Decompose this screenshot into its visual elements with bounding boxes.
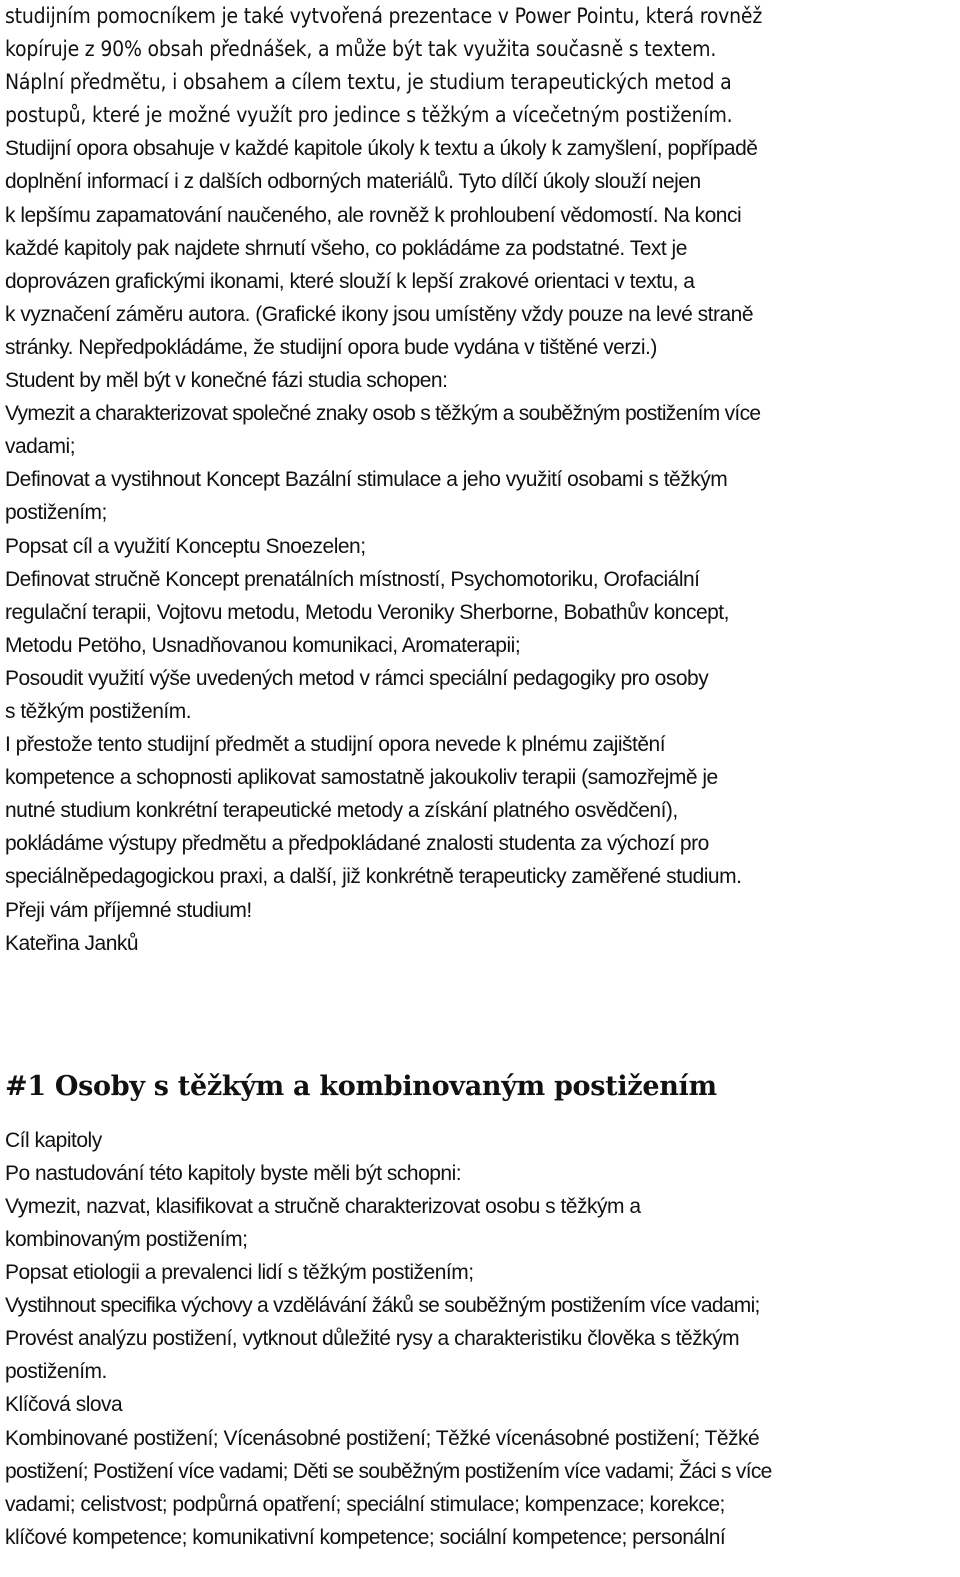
text-line: kombinovaným postižením; <box>5 1228 248 1251</box>
text-line: Kombinované postižení; Vícenásobné postižení; Těžké vícenásobné postižení; Těžké <box>5 1426 760 1450</box>
text-line: postupů, které je možné využít pro jedince s těžkým a vícečetným postižením. <box>5 103 733 128</box>
text-line: Přeji vám příjemné studium! <box>5 898 252 922</box>
text-line: k lepšímu zapamatování naučeného, ale rovněž k prohloubení vědomostí. Na konci <box>5 203 742 227</box>
text-line: Provést analýzu postižení, vytknout důležité rysy a charakteristiku člověka s těžkým <box>5 1327 740 1351</box>
section-gap <box>5 960 955 1057</box>
text-line: Student by měl být v konečné fázi studia schopen: <box>5 369 448 393</box>
text-line: kopíruje z 90% obsah přednášek, a může být tak využita současně s textem. <box>5 37 717 62</box>
text-line: Popsat cíl a využití Konceptu Snoezelen; <box>5 534 366 558</box>
chapter-section <box>5 1057 955 1554</box>
text-line: Definovat stručně Koncept prenatálních místností, Psychomotoriku, Orofaciální <box>5 567 700 591</box>
text-line: Náplní předmětu, i obsahem a cílem textu, je studium terapeutických metod a <box>5 70 732 95</box>
text-line: Po nastudování této kapitoly byste měli být schopni: <box>5 1161 462 1185</box>
text-line: Vystihnout specifika výchovy a vzdělávání žáků se souběžným postižením více vadami; <box>5 1294 760 1318</box>
text-line: Popsat etiologii a prevalenci lidí s těžkým postižením; <box>5 1261 474 1285</box>
intro-section <box>5 0 955 960</box>
text-line: speciálněpedagogickou praxi, a další, již konkrétně terapeuticky zaměřené studium. <box>5 865 742 889</box>
text-line: Vymezit, nazvat, klasifikovat a stručně charakterizovat osobu s těžkým a <box>5 1194 641 1218</box>
text-line: Studijní opora obsahuje v každé kapitole úkoly k textu a úkoly k zamyšlení, popřípadě <box>5 137 758 161</box>
section-label-goal: Cíl kapitoly <box>5 1128 102 1152</box>
heading-gap <box>5 1117 955 1124</box>
signature: Kateřina Janků <box>5 931 139 955</box>
text-line: vadami; celistvost; podpůrná opatření; speciální stimulace; kompenzace; korekce; <box>5 1492 725 1516</box>
text-line: stránky. Nepředpokládáme, že studijní opora bude vydána v tištěné verzi.) <box>5 335 657 359</box>
chapter-heading: #1 Osoby s těžkým a kombinovaným postižením <box>5 1070 717 1102</box>
document-page <box>5 0 955 1554</box>
text-line: I přestože tento studijní předmět a studijní opora nevede k plnému zajištění <box>5 733 666 757</box>
text-line: postižení; Postižení více vadami; Děti se souběžným postižením více vadami; Žáci s více <box>5 1459 772 1483</box>
text-line: nutné studium konkrétní terapeutické metody a získání platného osvědčení), <box>5 799 678 823</box>
text-line: regulační terapii, Vojtovu metodu, Metodu Veroniky Sherborne, Bobathův koncept, <box>5 600 729 624</box>
text-line: kompetence a schopnosti aplikovat samostatně jakoukoliv terapii (samozřejmě je <box>5 766 718 790</box>
text-line: postižením; <box>5 501 107 525</box>
text-line: postižením. <box>5 1360 107 1384</box>
section-label-keywords: Klíčová slova <box>5 1393 123 1417</box>
text-line: klíčové kompetence; komunikativní kompetence; sociální kompetence; personální <box>5 1525 726 1549</box>
text-line: doprovázen grafickými ikonami, které slouží k lepší zrakové orientaci v textu, a <box>5 269 695 293</box>
text-line: k vyznačení záměru autora. (Grafické ikony jsou umístěny vždy pouze na levé straně <box>5 302 754 326</box>
text-line: pokládáme výstupy předmětu a předpokládané znalosti studenta za výchozí pro <box>5 832 709 856</box>
text-line: Posoudit využití výše uvedených metod v rámci speciální pedagogiky pro osoby <box>5 666 709 690</box>
text-line: vadami; <box>5 435 76 459</box>
text-line: Metodu Petöho, Usnadňovanou komunikaci, Aromaterapii; <box>5 633 521 657</box>
text-line: každé kapitoly pak najdete shrnutí všeho, co pokládáme za podstatné. Text je <box>5 236 687 260</box>
text-line: Vymezit a charakterizovat společné znaky osob s těžkým a souběžným postižením více <box>5 402 761 426</box>
text-line: Definovat a vystihnout Koncept Bazální stimulace a jeho využití osobami s těžkým <box>5 468 728 492</box>
text-line: s těžkým postižením. <box>5 699 192 723</box>
text-line: doplnění informací i z dalších odborných materiálů. Tyto dílčí úkoly slouží nejen <box>5 170 701 194</box>
text-line: studijním pomocníkem je také vytvořená prezentace v Power Pointu, která rovněž <box>5 4 763 28</box>
